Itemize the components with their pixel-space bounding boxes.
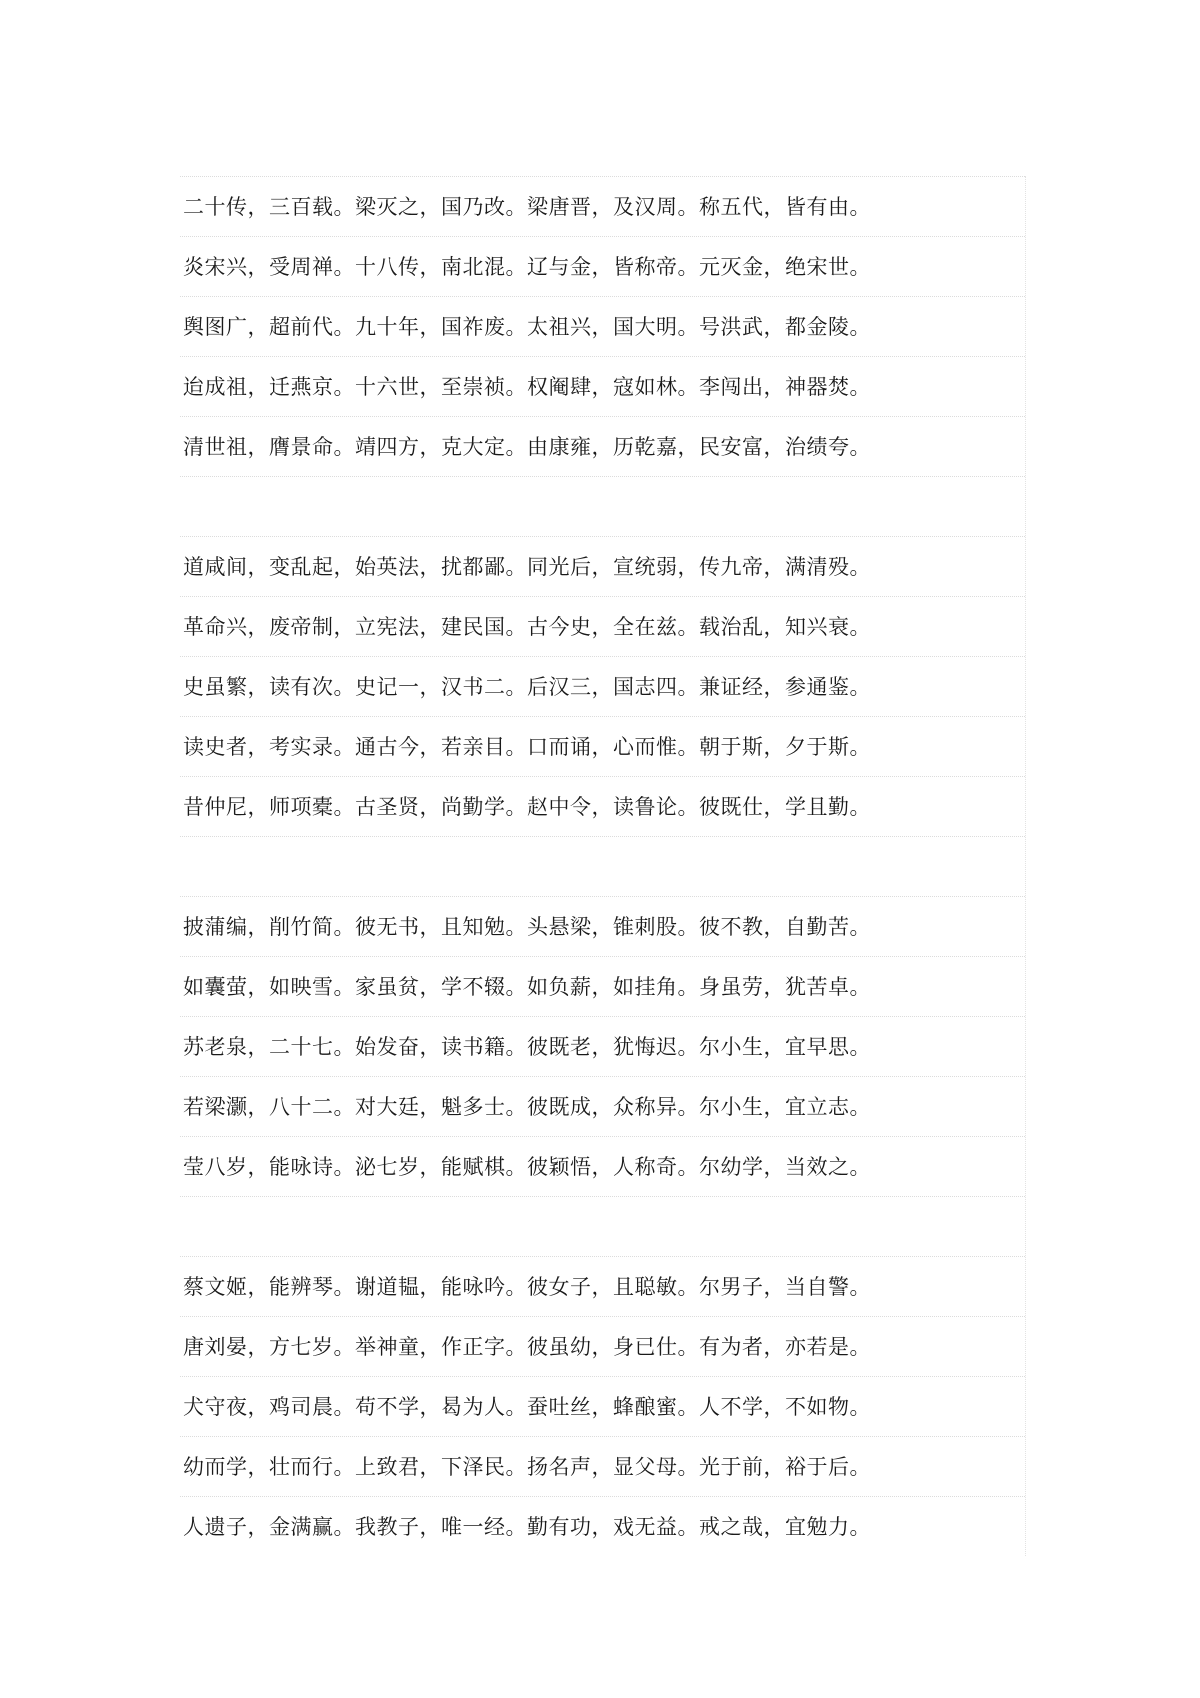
text-line: 披蒲编，削竹简。彼无书，且知勉。头悬梁，锥刺股。彼不教，自勤苦。 (180, 896, 1025, 956)
text-line: 若梁灏，八十二。对大廷，魁多士。彼既成，众称异。尔小生，宜立志。 (180, 1076, 1025, 1136)
text-line: 二十传，三百载。梁灭之，国乃改。梁唐晋，及汉周。称五代，皆有由。 (180, 176, 1025, 236)
text-line: 蔡文姬，能辨琴。谢道韫，能咏吟。彼女子，且聪敏。尔男子，当自警。 (180, 1256, 1025, 1316)
stanza-gap (180, 836, 1025, 896)
text-line: 莹八岁，能咏诗。泌七岁，能赋棋。彼颖悟，人称奇。尔幼学，当效之。 (180, 1136, 1025, 1196)
text-sheet (180, 176, 1026, 1556)
stanza-gap (180, 1196, 1025, 1256)
stanza-2 (180, 536, 1025, 836)
text-line: 苏老泉，二十七。始发奋，读书籍。彼既老，犹悔迟。尔小生，宜早思。 (180, 1016, 1025, 1076)
text-line: 舆图广，超前代。九十年，国祚废。太祖兴，国大明。号洪武，都金陵。 (180, 296, 1025, 356)
stanza-1 (180, 176, 1025, 476)
stanza-3 (180, 896, 1025, 1196)
text-line: 如囊萤，如映雪。家虽贫，学不辍。如负薪，如挂角。身虽劳，犹苦卓。 (180, 956, 1025, 1016)
text-line: 幼而学，壮而行。上致君，下泽民。扬名声，显父母。光于前，裕于后。 (180, 1436, 1025, 1496)
text-line: 革命兴，废帝制，立宪法，建民国。古今史，全在兹。载治乱，知兴衰。 (180, 596, 1025, 656)
text-line: 人遗子，金满赢。我教子，唯一经。勤有功，戏无益。戒之哉，宜勉力。 (180, 1496, 1025, 1556)
text-line: 唐刘晏，方七岁。举神童，作正字。彼虽幼，身已仕。有为者，亦若是。 (180, 1316, 1025, 1376)
stanza-gap (180, 476, 1025, 536)
text-line: 清世祖，膺景命。靖四方，克大定。由康雍，历乾嘉，民安富，治绩夸。 (180, 416, 1025, 476)
text-line: 犬守夜，鸡司晨。苟不学，曷为人。蚕吐丝，蜂酿蜜。人不学，不如物。 (180, 1376, 1025, 1436)
stanza-4 (180, 1256, 1025, 1556)
text-line: 读史者，考实录。通古今，若亲目。口而诵，心而惟。朝于斯，夕于斯。 (180, 716, 1025, 776)
text-line: 炎宋兴，受周禅。十八传，南北混。辽与金，皆称帝。元灭金，绝宋世。 (180, 236, 1025, 296)
text-line: 昔仲尼，师项橐。古圣贤，尚勤学。赵中令，读鲁论。彼既仕，学且勤。 (180, 776, 1025, 836)
text-line: 迨成祖，迁燕京。十六世，至崇祯。权阉肆，寇如林。李闯出，神器焚。 (180, 356, 1025, 416)
text-line: 道咸间，变乱起，始英法，扰都鄙。同光后，宣统弱，传九帝，满清殁。 (180, 536, 1025, 596)
text-line: 史虽繁，读有次。史记一，汉书二。后汉三，国志四。兼证经，参通鉴。 (180, 656, 1025, 716)
